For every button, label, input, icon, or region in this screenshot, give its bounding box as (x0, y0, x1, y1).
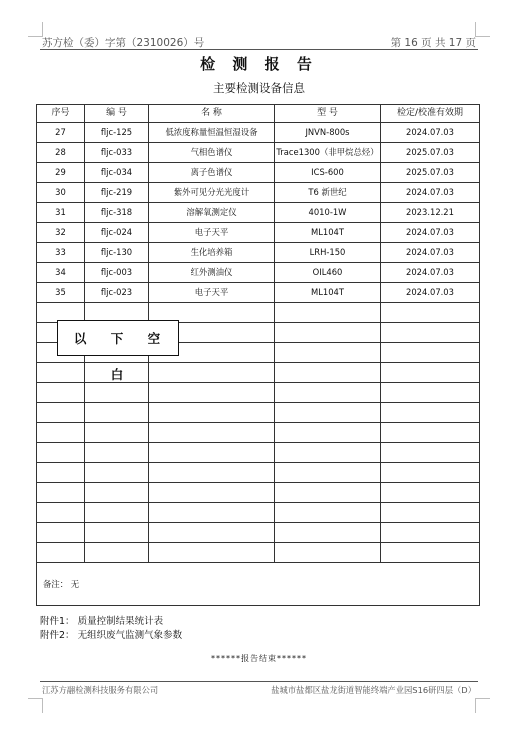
empty-cell (85, 503, 149, 523)
cell-id: fljc-023 (85, 283, 149, 303)
company-name: 江苏方翮检测科技服务有限公司 (42, 685, 159, 695)
cell-name: 生化培养箱 (149, 243, 275, 263)
empty-cell (381, 463, 480, 483)
cell-id: fljc-219 (85, 183, 149, 203)
empty-cell (275, 543, 381, 563)
col-header-index: 序号 (37, 105, 85, 123)
attachment-2: 附件2： 无组织废气监测气象参数 (40, 630, 183, 641)
report-number: 苏方检（委）字第（2310026）号 (42, 37, 205, 49)
empty-cell (275, 423, 381, 443)
cell-index: 30 (37, 183, 85, 203)
empty-cell (275, 483, 381, 503)
cell-id: fljc-318 (85, 203, 149, 223)
table-row (37, 263, 480, 283)
cell-name: 离子色谱仪 (149, 163, 275, 183)
empty-cell (149, 523, 275, 543)
cell-validity: 2024.07.03 (381, 283, 480, 303)
company-address: 盐城市盐都区盐龙街道智能终端产业园S16研四层（D） (271, 685, 476, 695)
cell-id: fljc-125 (85, 123, 149, 143)
empty-cell (85, 523, 149, 543)
empty-cell (381, 343, 480, 363)
empty-table-row (37, 483, 480, 503)
cell-index: 29 (37, 163, 85, 183)
empty-cell (85, 543, 149, 563)
cell-model: 4010-1W (275, 203, 381, 223)
empty-cell (85, 463, 149, 483)
cell-model: LRH-150 (275, 243, 381, 263)
cell-model: JNVN-800s (275, 123, 381, 143)
cell-validity: 2025.07.03 (381, 143, 480, 163)
empty-cell (381, 323, 480, 343)
blank-below-stamp: 以 下 空 白 (57, 320, 179, 356)
empty-table-row (37, 443, 480, 463)
cell-id: fljc-034 (85, 163, 149, 183)
empty-cell (149, 403, 275, 423)
cell-name: 红外测油仪 (149, 263, 275, 283)
col-header-model: 型 号 (275, 105, 381, 123)
table-row (37, 123, 480, 143)
empty-cell (37, 523, 85, 543)
cell-name: 电子天平 (149, 283, 275, 303)
cell-model: ML104T (275, 223, 381, 243)
empty-cell (381, 543, 480, 563)
table-row (37, 183, 480, 203)
empty-cell (275, 463, 381, 483)
table-row (37, 223, 480, 243)
page-title: 检 测 报 告 (200, 55, 318, 73)
empty-cell (381, 383, 480, 403)
cell-validity: 2024.07.03 (381, 223, 480, 243)
report-end-note: ******报告结束****** (211, 654, 307, 663)
empty-cell (381, 363, 480, 383)
cell-index: 35 (37, 283, 85, 303)
empty-cell (37, 463, 85, 483)
cell-name: 气相色谱仪 (149, 143, 275, 163)
empty-cell (275, 363, 381, 383)
page-indicator: 第 16 页 共 17 页 (390, 37, 476, 49)
empty-cell (149, 383, 275, 403)
empty-cell (149, 443, 275, 463)
col-header-name: 名 称 (149, 105, 275, 123)
crop-mark-bottom-left (28, 698, 43, 713)
attachment-1: 附件1： 质量控制结果统计表 (40, 616, 164, 627)
cell-model: Trace1300（非甲烷总烃） (275, 143, 381, 163)
empty-table-row (37, 523, 480, 543)
empty-cell (85, 443, 149, 463)
cell-index: 27 (37, 123, 85, 143)
page-header (40, 35, 478, 50)
cell-index: 32 (37, 223, 85, 243)
col-header-id: 编 号 (85, 105, 149, 123)
cell-validity: 2024.07.03 (381, 183, 480, 203)
empty-table-row (37, 403, 480, 423)
cell-model: OIL460 (275, 263, 381, 283)
empty-cell (275, 343, 381, 363)
empty-cell (275, 523, 381, 543)
cell-index: 31 (37, 203, 85, 223)
cell-id: fljc-033 (85, 143, 149, 163)
empty-cell (275, 503, 381, 523)
empty-cell (381, 523, 480, 543)
empty-cell (275, 383, 381, 403)
empty-cell (149, 543, 275, 563)
cell-validity: 2024.07.03 (381, 123, 480, 143)
cell-validity: 2025.07.03 (381, 163, 480, 183)
cell-validity: 2023.12.21 (381, 203, 480, 223)
empty-cell (37, 363, 85, 383)
empty-cell (37, 483, 85, 503)
cell-model: ICS-600 (275, 163, 381, 183)
empty-table-row (37, 543, 480, 563)
empty-cell (85, 423, 149, 443)
empty-cell (37, 443, 85, 463)
empty-cell (85, 403, 149, 423)
cell-id: fljc-130 (85, 243, 149, 263)
empty-cell (275, 303, 381, 323)
empty-cell (381, 403, 480, 423)
empty-cell (381, 423, 480, 443)
empty-cell (381, 303, 480, 323)
empty-cell (37, 503, 85, 523)
empty-table-row (37, 503, 480, 523)
empty-table-row (37, 363, 480, 383)
empty-cell (275, 323, 381, 343)
empty-cell (381, 443, 480, 463)
section-title: 主要检测设备信息 (213, 81, 305, 95)
empty-cell (149, 363, 275, 383)
empty-cell (149, 503, 275, 523)
empty-table-row (37, 423, 480, 443)
table-row (37, 283, 480, 303)
empty-cell (381, 503, 480, 523)
remark-row (37, 563, 480, 606)
table-header-row (37, 105, 480, 123)
empty-cell (381, 483, 480, 503)
cell-index: 33 (37, 243, 85, 263)
table-row (37, 203, 480, 223)
table-row (37, 143, 480, 163)
cell-model: ML104T (275, 283, 381, 303)
table-row (37, 163, 480, 183)
empty-cell (37, 423, 85, 443)
page-footer (40, 681, 478, 696)
empty-cell (275, 443, 381, 463)
cell-validity: 2024.07.03 (381, 243, 480, 263)
cell-name: 低浓度称量恒温恒湿设备 (149, 123, 275, 143)
empty-cell (37, 543, 85, 563)
cell-id: fljc-003 (85, 263, 149, 283)
empty-cell (37, 403, 85, 423)
cell-index: 28 (37, 143, 85, 163)
empty-cell (149, 463, 275, 483)
remark-cell: 备注： 无 (37, 563, 480, 606)
empty-table-row (37, 463, 480, 483)
empty-cell (37, 383, 85, 403)
cell-model: T6 新世纪 (275, 183, 381, 203)
cell-validity: 2024.07.03 (381, 263, 480, 283)
empty-cell (275, 403, 381, 423)
col-header-validity: 检定/校准有效期 (381, 105, 480, 123)
table-row (37, 243, 480, 263)
empty-cell (85, 483, 149, 503)
cell-id: fljc-024 (85, 223, 149, 243)
cell-index: 34 (37, 263, 85, 283)
cell-name: 电子天平 (149, 223, 275, 243)
empty-cell (149, 483, 275, 503)
empty-cell (149, 423, 275, 443)
empty-table-row (37, 383, 480, 403)
cell-name: 溶解氧测定仪 (149, 203, 275, 223)
crop-mark-bottom-right (475, 698, 490, 713)
cell-name: 紫外可见分光光度计 (149, 183, 275, 203)
